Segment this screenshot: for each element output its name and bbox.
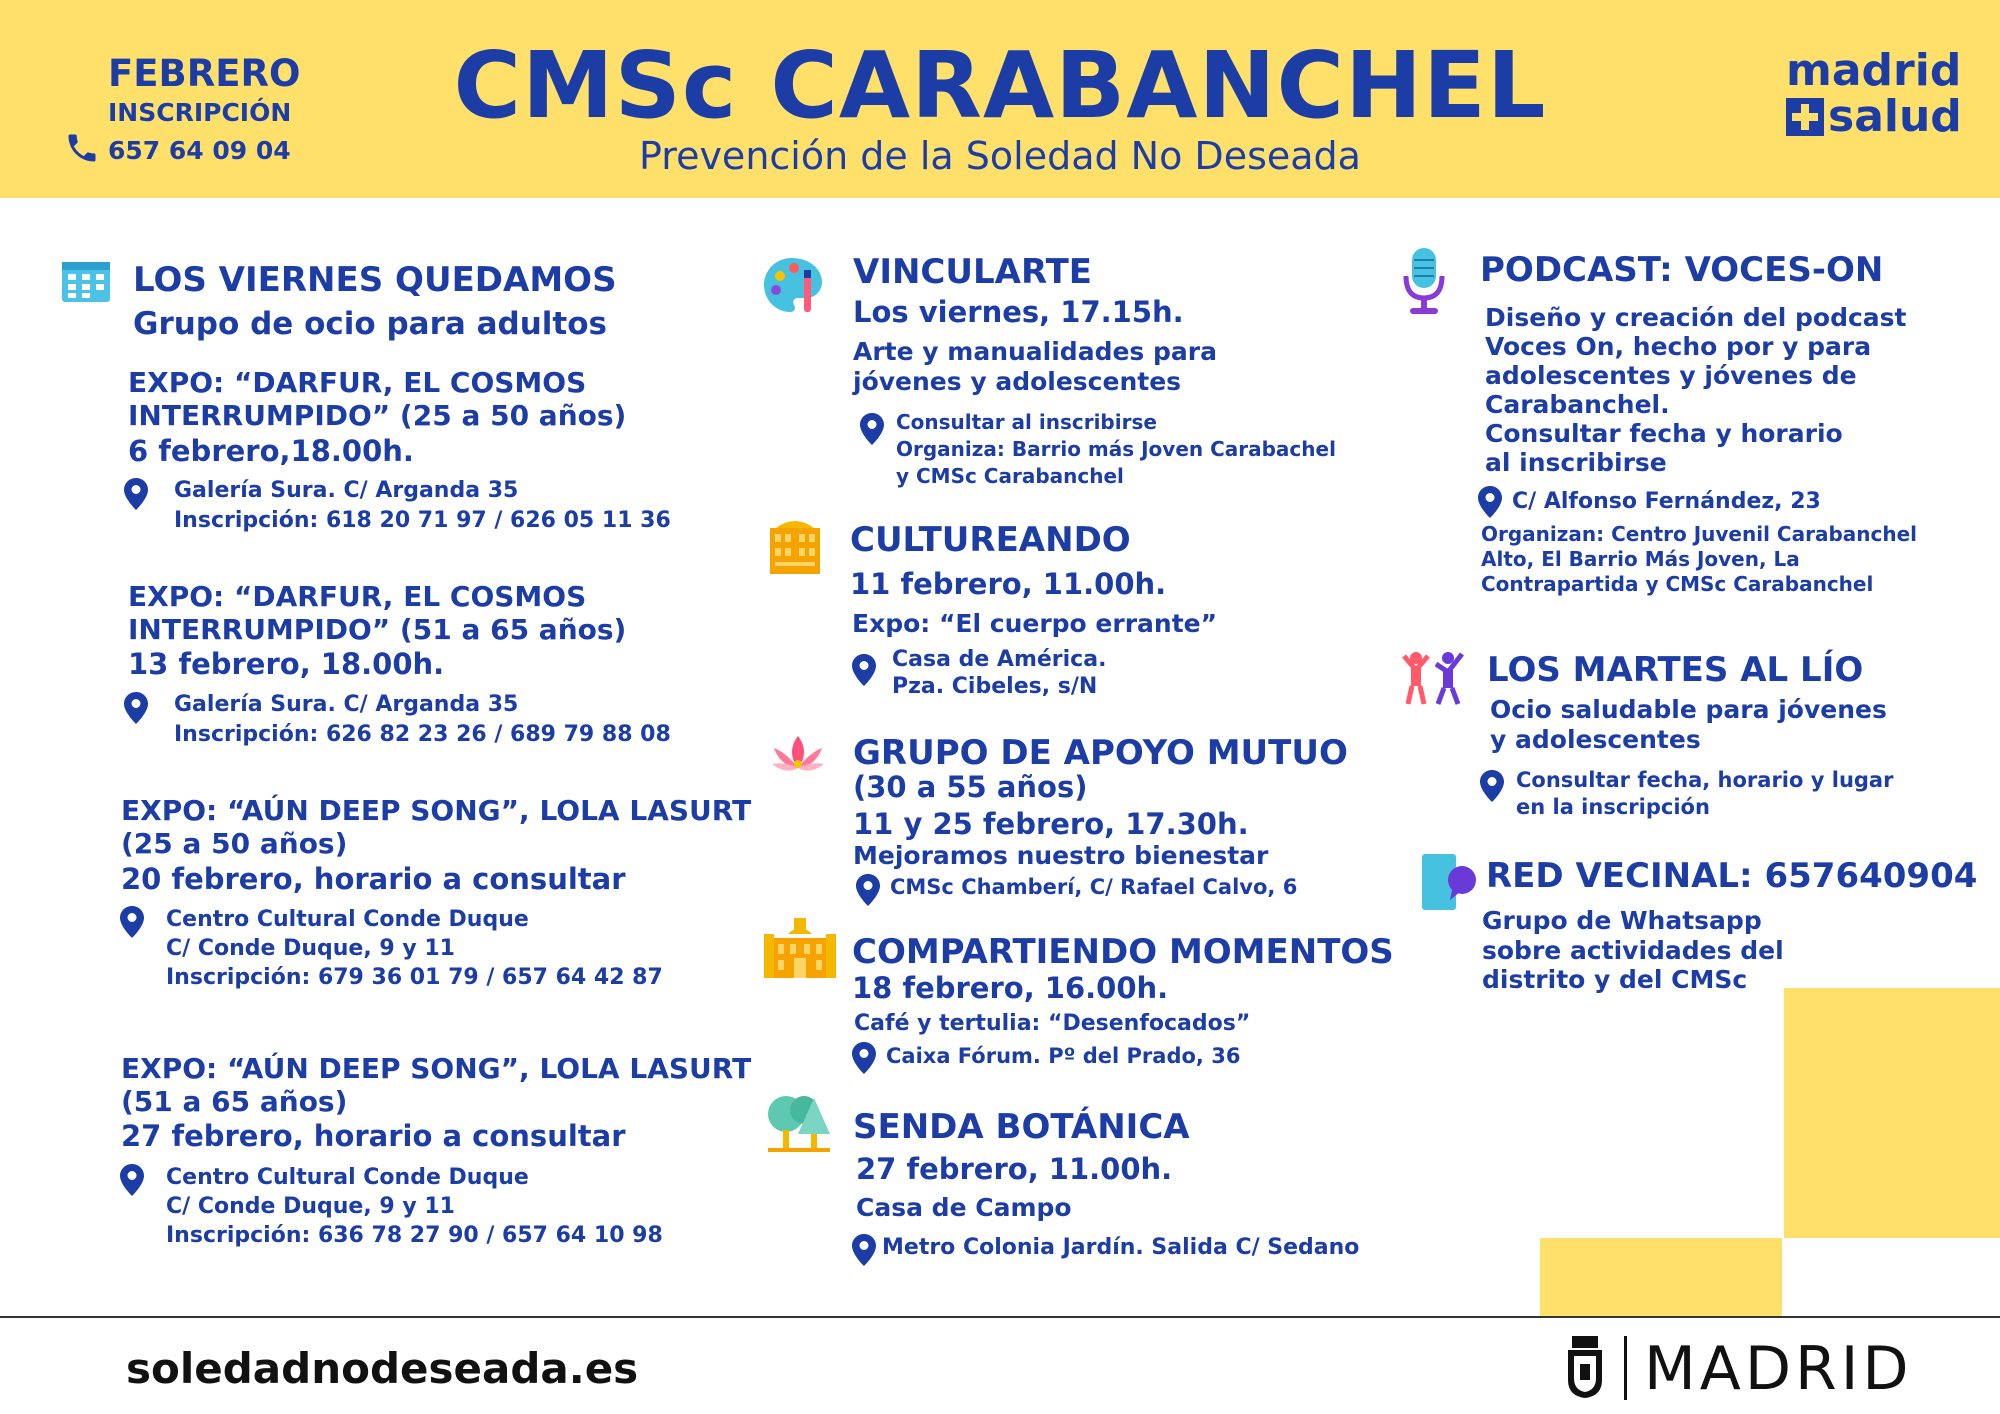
event-2-date: 13 febrero, 18.00h.	[128, 647, 445, 681]
palace-icon	[764, 918, 836, 978]
lotus-icon	[770, 734, 826, 776]
event-2-line2: INTERRUMPIDO” (51 a 65 años)	[128, 613, 627, 646]
cult-desc: Expo: “El cuerpo errante”	[852, 609, 1218, 638]
comp-date: 18 febrero, 16.00h.	[852, 971, 1169, 1005]
cult-place: Casa de América.	[892, 647, 1107, 672]
viernes-subtitle: Grupo de ocio para adultos	[133, 306, 607, 342]
location-pin-icon	[852, 654, 876, 686]
page-subtitle: Prevención de la Soledad No Deseada	[639, 134, 1361, 178]
pod-desc-4: Carabanchel.	[1485, 390, 1670, 419]
comp-desc: Café y tertulia: “Desenfocados”	[854, 1011, 1251, 1036]
pod-organizers-2: Alto, El Barrio Más Joven, La	[1481, 547, 1800, 571]
calendar-icon	[62, 258, 110, 302]
dancing-people-icon	[1400, 650, 1466, 706]
logo-text-madrid: madrid	[1786, 45, 1962, 96]
location-pin-icon	[856, 874, 880, 906]
event-2-line1: EXPO: “DARFUR, EL COSMOS	[128, 580, 587, 613]
location-pin-icon	[852, 1042, 876, 1074]
event-2-inscription: Inscripción: 626 82 23 26 / 689 79 88 08	[174, 722, 671, 747]
decor-block	[1540, 1238, 1782, 1318]
madrid-salud-logo	[1786, 45, 1962, 142]
gam-ages: (30 a 55 años)	[853, 770, 1088, 804]
red-title: RED VECINAL: 657640904	[1486, 856, 1978, 896]
event-4-place: Centro Cultural Conde Duque	[166, 1165, 529, 1190]
decor-block	[1784, 988, 2000, 1238]
inscription-label: INSCRIPCIÓN	[108, 98, 292, 127]
event-4-address: C/ Conde Duque, 9 y 11	[166, 1194, 455, 1219]
location-pin-icon	[1480, 770, 1504, 802]
palette-icon	[762, 254, 824, 316]
location-pin-icon	[852, 1234, 876, 1266]
event-1-date: 6 febrero,18.00h.	[128, 434, 414, 468]
mart-place-2: en la inscripción	[1516, 795, 1710, 819]
madrid-crest-icon	[1566, 1336, 1604, 1398]
footer-separator	[1624, 1336, 1627, 1400]
event-1-inscription: Inscripción: 618 20 71 97 / 626 05 11 36	[174, 508, 671, 533]
senda-desc: Casa de Campo	[856, 1193, 1072, 1222]
whatsapp-phone-icon	[1420, 852, 1478, 912]
pod-title: PODCAST: VOCES-ON	[1480, 250, 1884, 290]
event-1-line2: INTERRUMPIDO” (25 a 50 años)	[128, 399, 627, 432]
event-3-inscription: Inscripción: 679 36 01 79 / 657 64 42 87	[166, 965, 663, 990]
location-pin-icon	[860, 413, 884, 445]
senda-date: 27 febrero, 11.00h.	[856, 1152, 1173, 1186]
vinc-organizer-2: y CMSc Carabanchel	[896, 464, 1124, 488]
comp-title: COMPARTIENDO MOMENTOS	[852, 932, 1394, 972]
building-icon	[768, 516, 822, 574]
month-label: FEBRERO	[108, 52, 301, 95]
pod-desc-6: al inscribirse	[1485, 448, 1667, 477]
event-3-place: Centro Cultural Conde Duque	[166, 907, 529, 932]
mart-place-1: Consultar fecha, horario y lugar	[1516, 768, 1894, 792]
event-4-line2: (51 a 65 años)	[121, 1085, 348, 1118]
cult-address: Pza. Cibeles, s/N	[892, 674, 1098, 699]
pod-desc-1: Diseño y creación del podcast	[1485, 303, 1907, 332]
vinc-place: Consultar al inscribirse	[896, 410, 1157, 434]
senda-title: SENDA BOTÁNICA	[853, 1107, 1190, 1147]
event-2-place: Galería Sura. C/ Arganda 35	[174, 692, 519, 717]
red-desc-1: Grupo de Whatsapp	[1482, 906, 1762, 935]
cult-title: CULTUREANDO	[850, 520, 1131, 560]
location-pin-icon	[120, 906, 144, 938]
pod-organizers-3: Contrapartida y CMSc Carabanchel	[1481, 572, 1874, 596]
comp-place: Caixa Fórum. Pº del Prado, 36	[886, 1044, 1241, 1068]
footer-divider	[0, 1316, 2000, 1318]
event-3-date: 20 febrero, horario a consultar	[121, 862, 626, 896]
gam-desc: Mejoramos nuestro bienestar	[853, 841, 1269, 870]
red-desc-3: distrito y del CMSc	[1482, 965, 1748, 994]
vinc-organizer-1: Organiza: Barrio más Joven Carabachel	[896, 437, 1336, 461]
pod-desc-3: adolescentes y jóvenes de	[1485, 361, 1857, 390]
vinc-title: VINCULARTE	[853, 252, 1093, 292]
event-4-inscription: Inscripción: 636 78 27 90 / 657 64 10 98	[166, 1223, 663, 1248]
pod-organizers-1: Organizan: Centro Juvenil Carabanchel	[1481, 522, 1918, 546]
microphone-icon	[1402, 248, 1446, 314]
footer-madrid-logo: MADRID	[1644, 1334, 1913, 1404]
page-title: CMSc CARABANCHEL	[453, 32, 1547, 139]
event-1-line1: EXPO: “DARFUR, EL COSMOS	[128, 366, 587, 399]
event-3-line1: EXPO: “AÚN DEEP SONG”, LOLA LASURT	[121, 794, 752, 827]
event-4-date: 27 febrero, horario a consultar	[121, 1119, 626, 1153]
senda-place: Metro Colonia Jardín. Salida C/ Sedano	[882, 1235, 1360, 1260]
gam-place: CMSc Chamberí, C/ Rafael Calvo, 6	[890, 875, 1298, 899]
event-3-address: C/ Conde Duque, 9 y 11	[166, 936, 455, 961]
red-desc-2: sobre actividades del	[1482, 936, 1784, 965]
phone-number[interactable]: 657 64 09 04	[108, 136, 291, 165]
location-pin-icon	[124, 692, 148, 724]
gam-title: GRUPO DE APOYO MUTUO	[853, 733, 1348, 773]
vinc-desc-1: Arte y manualidades para	[853, 337, 1217, 366]
trees-icon	[766, 1094, 832, 1152]
location-pin-icon	[1478, 486, 1502, 518]
gam-date: 11 y 25 febrero, 17.30h.	[853, 807, 1249, 841]
pod-desc-5: Consultar fecha y horario	[1485, 419, 1843, 448]
mart-title: LOS MARTES AL LÍO	[1487, 650, 1864, 690]
mart-desc-2: y adolescentes	[1490, 725, 1701, 754]
event-1-place: Galería Sura. C/ Arganda 35	[174, 478, 519, 503]
vinc-desc-2: jóvenes y adolescentes	[853, 367, 1182, 396]
pod-place: C/ Alfonso Fernández, 23	[1512, 489, 1821, 514]
logo-text-salud: salud	[1828, 91, 1962, 142]
cross-icon	[1786, 98, 1824, 136]
location-pin-icon	[124, 478, 148, 510]
mart-desc-1: Ocio saludable para jóvenes	[1490, 695, 1887, 724]
location-pin-icon	[120, 1164, 144, 1196]
event-3-line2: (25 a 50 años)	[121, 827, 348, 860]
cult-date: 11 febrero, 11.00h.	[850, 567, 1167, 601]
vinc-date: Los viernes, 17.15h.	[853, 295, 1184, 329]
pod-desc-2: Voces On, hecho por y para	[1485, 332, 1872, 361]
event-4-line1: EXPO: “AÚN DEEP SONG”, LOLA LASURT	[121, 1052, 752, 1085]
footer-website[interactable]: soledadnodeseada.es	[126, 1344, 639, 1393]
viernes-title: LOS VIERNES QUEDAMOS	[133, 260, 617, 300]
